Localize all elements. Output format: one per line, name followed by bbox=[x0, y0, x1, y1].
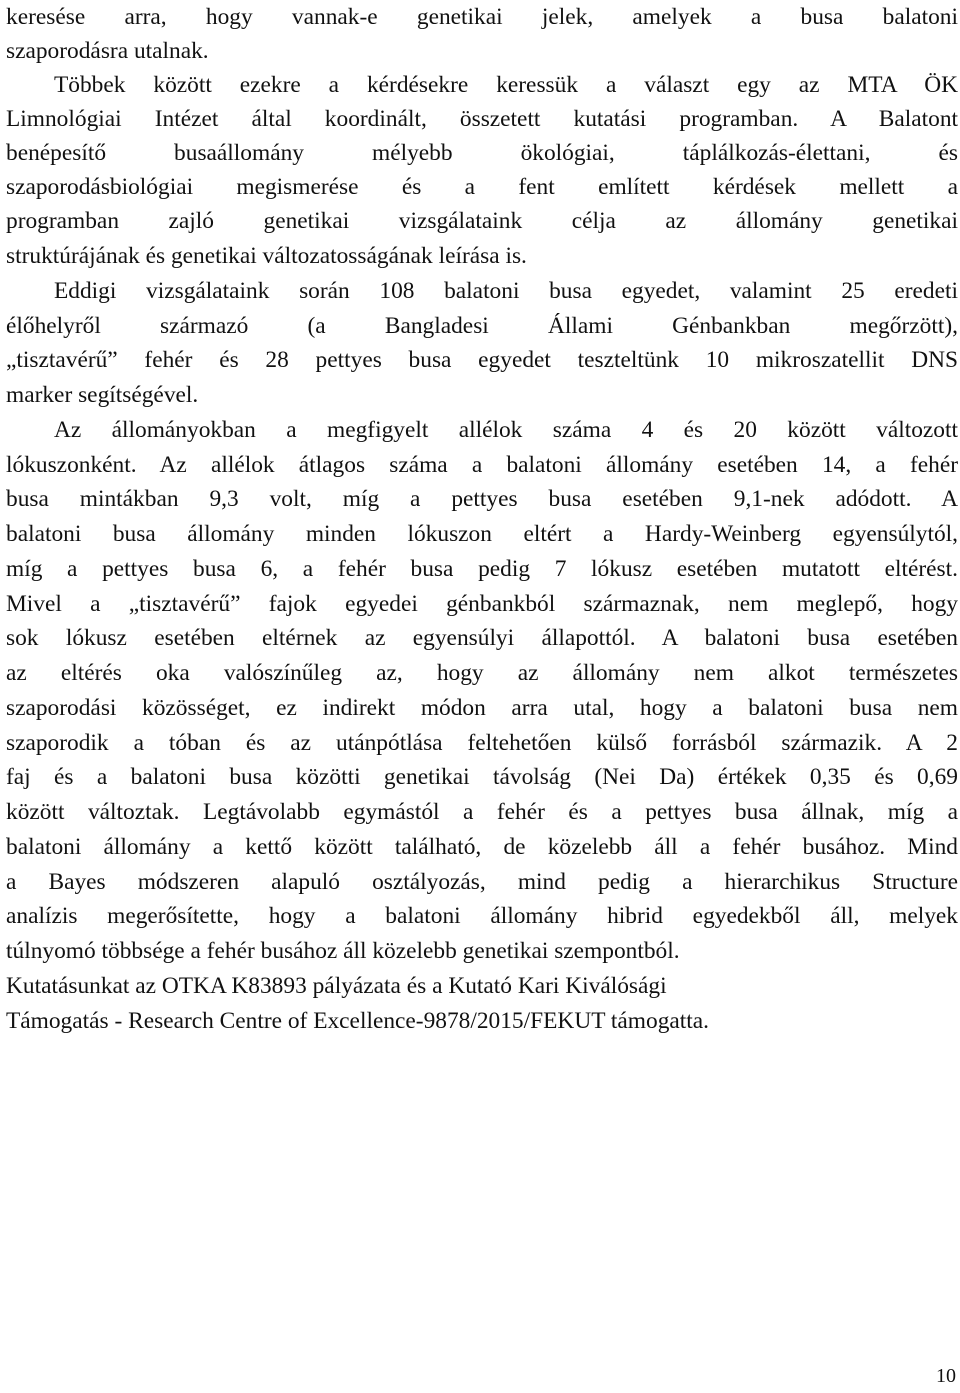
acknowledgement-line-2: Támogatás - Research Centre of Excellence-9878/2015/FEKUT támogatta. bbox=[6, 1008, 709, 1034]
paragraph-line-5: benépesítő busaállomány mélyebb ökológiai, táplálkozás-élettani, és bbox=[6, 140, 958, 166]
paragraph-line-22: szaporodik a tóban és az utánpótlása feltehetően külső forrásból származik. A 2 bbox=[6, 730, 958, 756]
paragraph-line-13: Az állományokban a megfigyelt allélok száma 4 és 20 között változott bbox=[54, 417, 958, 443]
paragraph-line-4 bbox=[6, 102, 958, 137]
paragraph-line-12: marker segítségével. bbox=[6, 382, 199, 408]
paragraph-line-16: balatoni busa állomány minden lókuszon eltért a Hardy-Weinberg egyensúlytól, bbox=[6, 521, 958, 547]
paragraph-line-18: Mivel a „tisztavérű” fajok egyedei génbankból származnak, nem meglepő, hogy bbox=[6, 591, 958, 617]
paragraph-line-23: faj és a balatoni busa közötti genetikai távolság (Nei Da) értékek 0,35 és 0,69 bbox=[6, 764, 958, 790]
paragraph-line-1: keresése arra, hogy vannak-e genetikai jelek, amelyek a busa balatoni bbox=[6, 4, 958, 30]
paragraph-line-2: szaporodásra utalnak. bbox=[6, 38, 209, 64]
acknowledgement-line-1: Kutatásunkat az OTKA K83893 pályázata és a Kutató Kari Kiválósági bbox=[6, 973, 667, 999]
paragraph-line-4-prefix: Limnológiai Intézet által koordinált, összetett kutatási programban. bbox=[6, 106, 799, 132]
paragraph-line-9: Eddigi vizsgálataink során 108 balatoni busa egyedet, valamint 25 eredeti bbox=[54, 278, 958, 304]
paragraph-line-19: sok lókusz esetében eltérnek az egyensúlyi állapottól. A balatoni busa esetében bbox=[6, 625, 958, 651]
paragraph-line-10: élőhelyről származó (a Bangladesi Állami Génbankban megőrzött), bbox=[6, 313, 958, 339]
paragraph-line-7: programban zajló genetikai vizsgálataink célja az állomány genetikai bbox=[6, 208, 958, 234]
paragraph-line-26: a Bayes módszeren alapuló osztályozás, mind pedig a hierarchikus Structure bbox=[6, 869, 958, 895]
paragraph-line-11: „tisztavérű” fehér és 28 pettyes busa egyedet teszteltünk 10 mikroszatellit DNS bbox=[6, 347, 958, 373]
page-number: 10 bbox=[936, 1365, 956, 1387]
paragraph-line-24: között változtak. Legtávolabb egymástól a fehér és a pettyes busa állnak, míg a bbox=[6, 799, 958, 825]
paragraph-line-3: Többek között ezekre a kérdésekre keressük a választ egy az MTA ÖK bbox=[54, 72, 958, 98]
paragraph-line-21: szaporodási közösséget, ez indirekt módon arra utal, hogy a balatoni busa nem bbox=[6, 695, 958, 721]
paragraph-line-27: analízis megerősítette, hogy a balatoni állomány hibrid egyedekből áll, melyek bbox=[6, 903, 958, 929]
paragraph-line-20: az eltérés oka valószínűleg az, hogy az állomány nem alkot természetes bbox=[6, 660, 958, 686]
paragraph-line-28: túlnyomó többsége a fehér busához áll közelebb genetikai szempontból. bbox=[6, 938, 680, 964]
paragraph-line-14: lókuszonként. Az allélok átlagos száma a balatoni állomány esetében 14, a fehér bbox=[6, 452, 958, 478]
paragraph-line-15: busa mintákban 9,3 volt, míg a pettyes busa esetében 9,1-nek adódott. A bbox=[6, 486, 958, 512]
paragraph-line-8: struktúrájának és genetikai változatosságának leírása is. bbox=[6, 243, 527, 269]
paragraph-line-25: balatoni állomány a kettő között található, de közelebb áll a fehér busához. Mind bbox=[6, 834, 958, 860]
paragraph-line-4-suffix: A Balatont bbox=[830, 106, 959, 132]
paragraph-line-17: míg a pettyes busa 6, a fehér busa pedig 7 lókusz esetében mutatott eltérést. bbox=[6, 556, 958, 582]
paragraph-line-6: szaporodásbiológiai megismerése és a fent említett kérdések mellett a bbox=[6, 174, 958, 200]
